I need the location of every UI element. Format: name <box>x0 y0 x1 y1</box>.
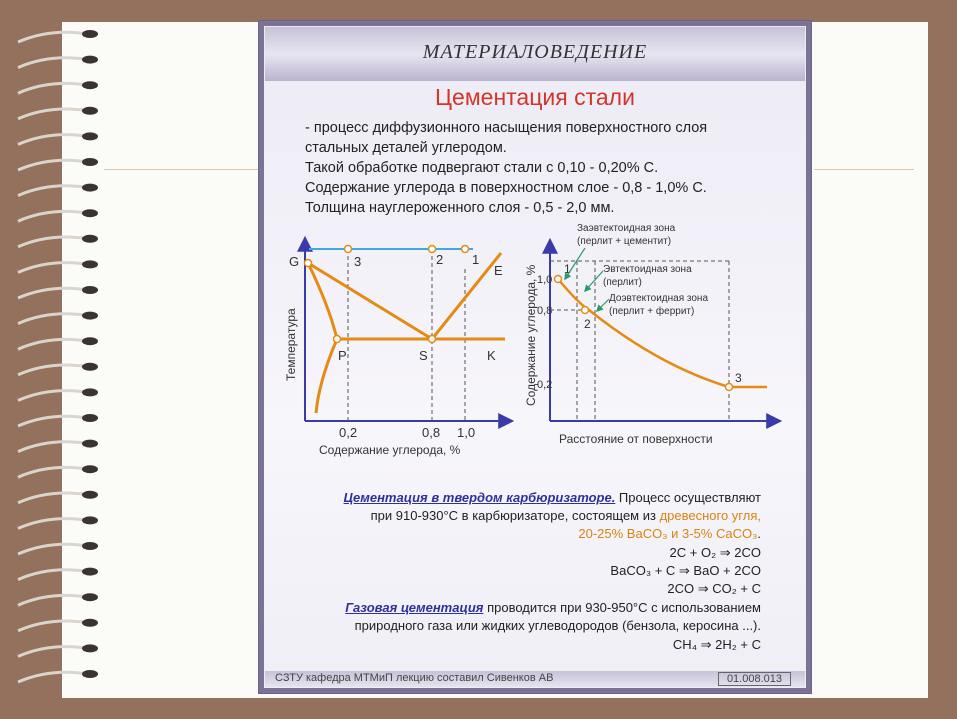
spiral-ring <box>18 363 98 375</box>
point-1 <box>462 246 469 253</box>
slide-title: Цементация стали <box>435 84 635 110</box>
zone2-label: Эвтектоидная зона <box>603 264 692 275</box>
left-x-axis-label: Содержание углерода, % <box>319 443 461 457</box>
fe-c-diagram <box>284 239 511 457</box>
label-1: 1 <box>472 252 480 267</box>
spiral-ring <box>18 286 98 298</box>
slide-footer <box>265 671 805 687</box>
spiral-ring <box>18 107 98 119</box>
label-3: 3 <box>354 254 362 269</box>
point-p <box>334 336 341 343</box>
solid-line2 <box>371 508 761 523</box>
intro-line: Такой обработке подвергают стали с 0,10 - 0,20% С. <box>305 160 659 176</box>
notebook-spiral <box>10 20 110 700</box>
spiral-ring <box>18 542 98 554</box>
spiral-ring <box>18 414 98 426</box>
spiral-ring <box>18 209 98 221</box>
gas-line1 <box>345 600 761 615</box>
spiral-ring <box>18 670 98 682</box>
spiral-ring <box>18 337 98 349</box>
carbon-profile-diagram <box>524 223 779 446</box>
zone3-label: Доэвтектоидная зона <box>609 293 709 304</box>
label-e: E <box>494 263 503 278</box>
footer-credit: СЗТУ кафедра МТМиП лекцию составил Сивенков АВ <box>275 672 554 684</box>
right-point-2 <box>582 307 589 314</box>
gas-heading: Газовая цементация <box>345 600 484 615</box>
right-point-1 <box>555 276 562 283</box>
left-x-tick: 1,0 <box>457 425 476 440</box>
gs-line <box>308 263 432 339</box>
spiral-ring <box>18 593 98 605</box>
page-rule-right <box>814 169 914 170</box>
gas-line1-rest: проводится при 930-950°С с использованием <box>483 600 761 615</box>
solid-heading: Цементация в твердом карбюризаторе. <box>343 490 616 505</box>
equation-3: 2CO ⇒ CO₂ + C <box>667 581 761 596</box>
point-g <box>305 260 312 267</box>
right-y-tick: 0,2 <box>537 379 553 391</box>
zone3-label: (перлит + феррит) <box>609 306 695 317</box>
gas-line2: природного газа или жидких углеводородов (бензола, керосина ...). <box>354 618 761 633</box>
intro-line: стальных деталей углеродом. <box>305 140 507 156</box>
solid-line1 <box>344 490 761 505</box>
spiral-ring <box>18 619 98 631</box>
spiral-ring <box>18 491 98 503</box>
footer-code: 01.008.013 <box>718 672 791 686</box>
left-x-tick: 0,8 <box>422 425 441 440</box>
spiral-ring <box>18 644 98 656</box>
spiral-ring <box>18 56 98 68</box>
right-y-axis-label: Содержание углерода, % <box>524 264 538 406</box>
solid-line2-orange: древесного угля, <box>659 508 761 523</box>
point-2 <box>429 246 436 253</box>
left-y-axis-label: Температура <box>284 308 298 381</box>
spiral-ring <box>18 158 98 170</box>
slide <box>258 20 812 694</box>
right-y-tick: 1,0 <box>537 274 553 286</box>
spiral-ring <box>18 516 98 528</box>
right-label-2: 2 <box>584 317 591 331</box>
right-label-1: 1 <box>564 262 571 276</box>
spiral-ring <box>18 184 98 196</box>
intro-line: Содержание углерода в поверхностном слое - 0,8 - 1,0% С. <box>305 180 707 196</box>
solid-line3-orange: 20-25% BaCO₃ и 3-5% CaCO₃ <box>578 526 758 541</box>
label-s: S <box>419 348 428 363</box>
slide-header-title: МАТЕРИАЛОВЕДЕНИЕ <box>422 41 648 63</box>
spiral-ring <box>18 81 98 93</box>
solid-line1-rest: Процесс осуществляют <box>615 490 761 505</box>
spiral-ring <box>18 312 98 324</box>
intro-line: - процесс диффузионного насыщения поверхностного слоя <box>305 120 708 136</box>
spiral-ring <box>18 388 98 400</box>
equation-1: 2C + O₂ ⇒ 2CO <box>669 545 761 560</box>
right-label-3: 3 <box>735 371 742 385</box>
zone1-label: (перлит + цементит) <box>577 236 672 247</box>
right-point-3 <box>726 384 733 391</box>
label-k: K <box>487 348 496 363</box>
right-y-tick: 0,8 <box>537 305 553 317</box>
gp-line <box>308 263 337 339</box>
solid-line3 <box>578 526 761 541</box>
spiral-ring <box>18 465 98 477</box>
left-x-tick: 0,2 <box>339 425 358 440</box>
spiral-ring <box>18 30 98 42</box>
zone3-arrow <box>597 299 609 311</box>
spiral-ring <box>18 132 98 144</box>
gas-equation: CH₄ ⇒ 2H₂ + C <box>672 637 761 652</box>
intro-line: Толщина науглероженного слоя - 0,5 - 2,0 мм. <box>305 200 615 216</box>
point-3 <box>345 246 352 253</box>
label-2: 2 <box>436 252 444 267</box>
zone1-label: Заэвтектоидная зона <box>577 223 676 234</box>
spiral-ring <box>18 260 98 272</box>
solid-line3-end: . <box>757 526 761 541</box>
equation-2: BaCO₃ + C ⇒ BaO + 2CO <box>610 563 761 578</box>
zone2-label: (перлит) <box>603 277 642 288</box>
spiral-ring <box>18 440 98 452</box>
pq-line <box>316 339 337 413</box>
solid-line2-text: при 910-930°С в карбюризаторе, состоящем из <box>370 508 660 523</box>
right-x-axis-label: Расстояние от поверхности <box>559 432 713 446</box>
label-g: G <box>289 254 300 269</box>
spiral-ring <box>18 568 98 580</box>
label-p: P <box>338 348 347 363</box>
spiral-ring <box>18 235 98 247</box>
zone2-arrow <box>585 271 603 291</box>
point-s <box>429 336 436 343</box>
